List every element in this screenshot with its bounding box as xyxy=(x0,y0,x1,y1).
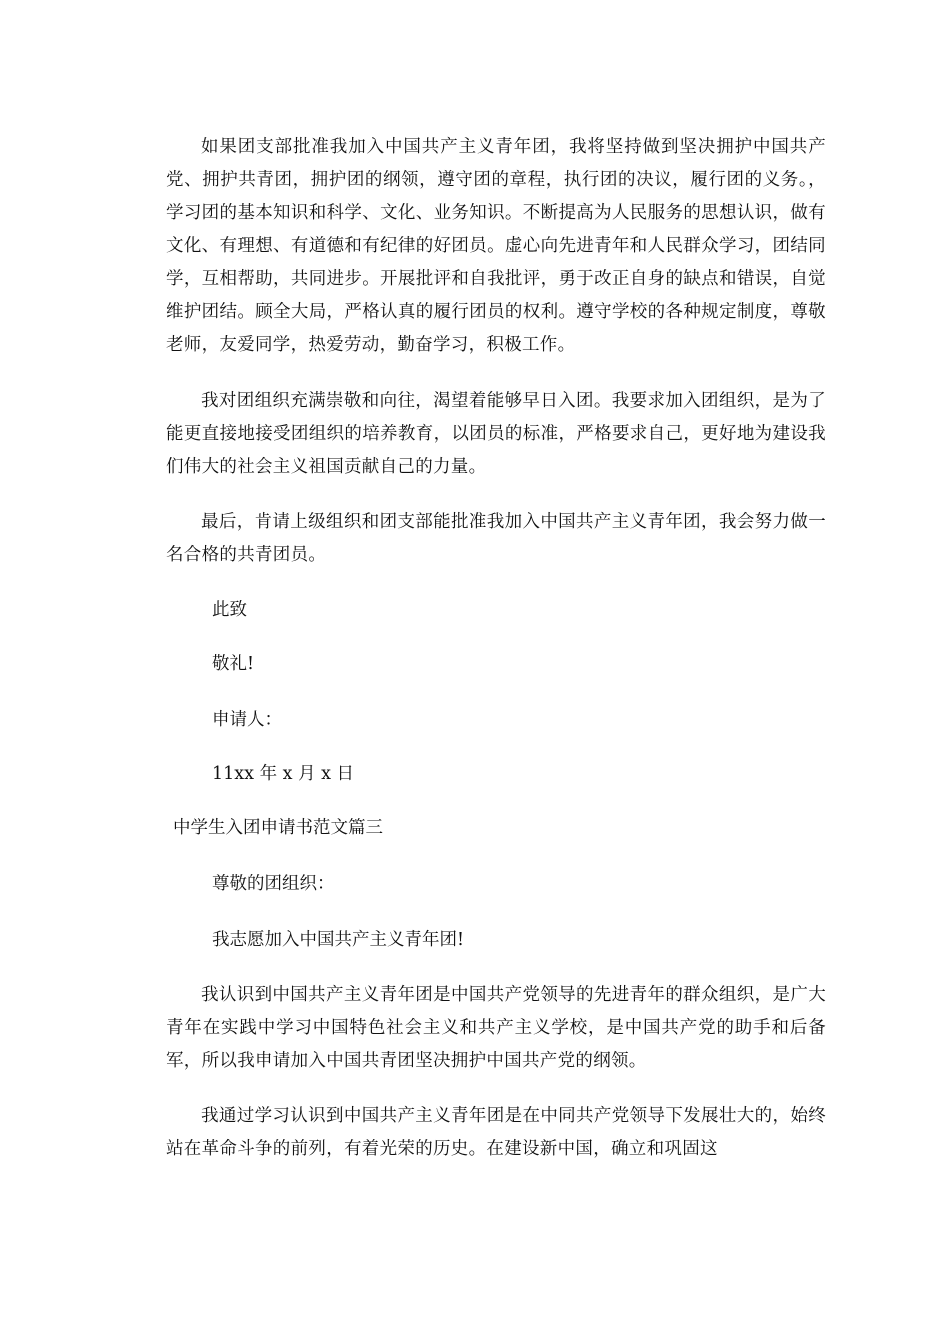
paragraph-aspiration: 我对团组织充满崇敬和向往，渴望着能够早日入团。我要求加入团组织，是为了能更直接地接受团组织的培养教育，以团员的标准，严格要求自己，更好地为建设我们伟大的社会主义祖国贡献自己的力量。 xyxy=(166,391,826,477)
applicant-label: 申请人： xyxy=(212,710,282,730)
paragraph-commitment: 如果团支部批准我加入中国共产主义青年团，我将坚持做到坚决拥护中国共产党、拥护共青团，拥护团的纲领，遵守团的章程，执行团的决议，履行团的义务。，学习团的基本知识和科学、文化、业务知识。不断提高为人民服务的思想认识，做有文化、有理想、有道德和有纪律的好团员。虚心向先进青年和人民群众学习，团结同学，互相帮助，共同进步。开展批评和自我批评，勇于改正自身的缺点和错误，自觉维护团结。顾全大局，严格认真的履行团员的权利。遵守学校的各种规定制度，尊敬老师，友爱同学，热爱劳动，勤奋学习，积极工作。 xyxy=(166,137,826,355)
paragraph-history: 我通过学习认识到中国共产主义青年团是在中同共产党领导下发展壮大的，始终站在革命斗争的前列，有着光荣的历史。在建设新中国，确立和巩固这 xyxy=(166,1106,826,1159)
closing-greeting: 此致 xyxy=(212,600,247,620)
paragraph-understanding: 我认识到中国共产主义青年团是中国共产党领导的先进青年的群众组织，是广大青年在实践中学习中国特色社会主义和共产主义学校，是中国共产党的助手和后备军，所以我申请加入中国共青团坚决拥护中国共产党的纲领。 xyxy=(166,985,826,1071)
wish-statement: 我志愿加入中国共产主义青年团! xyxy=(212,930,465,950)
paragraph-request: 最后，肯请上级组织和团支部能批准我加入中国共产主义青年团，我会努力做一名合格的共青团员。 xyxy=(166,512,826,565)
salutation: 尊敬的团组织： xyxy=(212,874,335,894)
section-title: 中学生入团申请书范文篇三 xyxy=(173,818,383,838)
closing-salute: 敬礼! xyxy=(212,654,255,674)
date-line: 11xx 年 x 月 x 日 xyxy=(212,764,355,784)
